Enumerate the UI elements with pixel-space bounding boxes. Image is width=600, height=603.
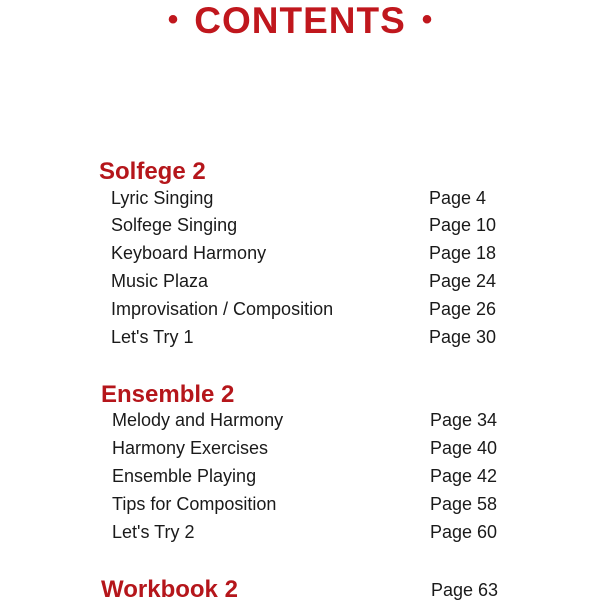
section-heading-ensemble: Ensemble 2 — [101, 381, 235, 408]
toc-entry-page: Page 4 — [429, 188, 487, 208]
toc-entry-label: Improvisation / Composition — [111, 299, 334, 319]
section-heading-solfege: Solfege 2 — [99, 158, 206, 185]
toc-entry-page: Page 63 — [431, 580, 499, 600]
toc-entry-label: Let's Try 2 — [112, 522, 195, 542]
toc-entry-label: Tips for Composition — [112, 494, 277, 514]
bullet-left-icon: • — [167, 3, 179, 36]
toc-entry-page: Page 10 — [429, 215, 497, 235]
toc-entry-label: Keyboard Harmony — [111, 243, 267, 263]
toc-entry-label: Music Plaza — [111, 271, 209, 291]
toc-entry-label: Let's Try 1 — [111, 327, 194, 347]
toc-entry-page: Page 60 — [430, 522, 498, 542]
toc-entry-page: Page 18 — [429, 243, 497, 263]
contents-header — [0, 0, 600, 40]
toc-entry-page: Page 34 — [430, 410, 498, 430]
toc-entry-page: Page 58 — [430, 494, 498, 514]
toc-entry-page: Page 30 — [429, 327, 497, 347]
toc-entry-page: Page 24 — [429, 271, 497, 291]
toc-entry-label: Harmony Exercises — [112, 438, 269, 458]
toc-entry-page: Page 42 — [430, 466, 498, 486]
toc-entry-label: Solfege Singing — [111, 215, 238, 235]
page-title: CONTENTS — [194, 0, 406, 41]
toc-entry-label: Melody and Harmony — [112, 410, 284, 430]
section-heading-workbook: Workbook 2 — [101, 576, 238, 603]
toc-entry-label: Ensemble Playing — [112, 466, 257, 486]
toc-entry-page: Page 26 — [429, 299, 497, 319]
bullet-right-icon: • — [421, 3, 433, 36]
toc-entry-label: Lyric Singing — [111, 188, 214, 208]
toc-entry-page: Page 40 — [430, 438, 498, 458]
